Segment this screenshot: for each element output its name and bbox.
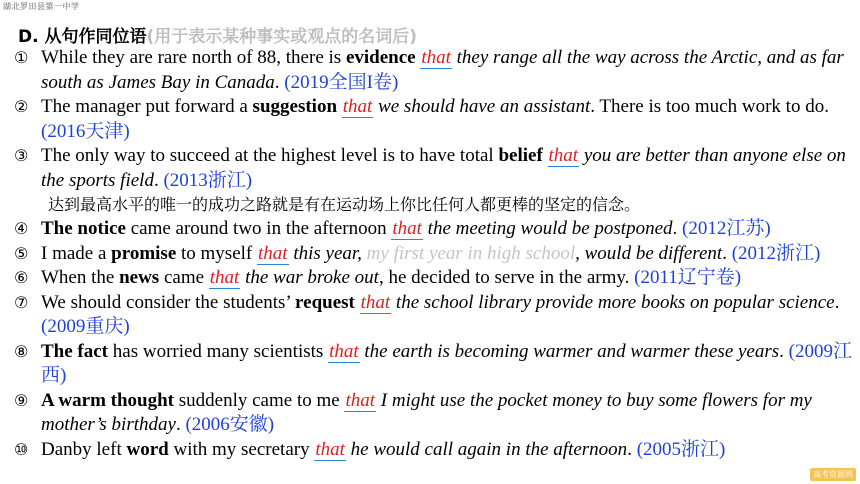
sentence-item [14, 389, 854, 438]
head-noun: belief [498, 145, 543, 166]
faint-phrase: my first year in high school [366, 242, 576, 264]
sentence-text: The only way to succeed at the highest level is to have total [41, 145, 499, 166]
source-tag: (2016天津) [41, 120, 130, 142]
conjunction: that [392, 218, 422, 239]
source-tag: (2013浙江) [163, 169, 253, 191]
sentence-text: When the [41, 267, 120, 288]
sentence-text: , he decided to serve in the army. [378, 267, 635, 288]
appositive-clause: , would be different [575, 242, 723, 264]
source-tag: (2005浙江) [636, 438, 726, 460]
head-noun: The notice [41, 218, 126, 239]
appositive-clause: you are better than anyone else on the sports field [41, 145, 846, 191]
chinese-translation: 达到最高水平的唯一的成功之路就是有在运动场上你比任何人都更棒的坚定的信念。 [48, 195, 641, 214]
conjunction: that [315, 438, 345, 460]
appositive-clause: we should have an assistant [373, 96, 591, 117]
appositive-clause: he would call again in the afternoon [345, 438, 628, 460]
head-noun: news [119, 267, 160, 288]
sentence-text: Danby left [41, 438, 127, 460]
sentence-item [14, 217, 854, 242]
conjunction: that [421, 47, 451, 68]
sentence-item [14, 291, 854, 340]
sentence-text: . [274, 71, 285, 93]
sentence-text: . [175, 414, 186, 435]
appositive-clause: the meeting would be postponed [422, 218, 673, 239]
source-tag: (2009江西) [41, 340, 852, 386]
conjunction: that [329, 340, 359, 362]
sentence-text: . [153, 169, 164, 191]
sentence-text: I made a [41, 242, 112, 264]
sentence-text: While they are rare north of 88, there is [41, 47, 346, 68]
head-noun: evidence [345, 47, 416, 68]
conjunction: that [209, 267, 240, 288]
heading-title: D. 从句作同位语 [18, 27, 147, 47]
source-tag: (2012浙江) [731, 242, 821, 264]
item-number: ⑥ [14, 268, 29, 287]
source-tag: (2006安徽) [185, 414, 275, 435]
sentence-text: . [722, 242, 732, 264]
sentence-text: to myself [176, 242, 257, 264]
sentence-item [14, 242, 854, 267]
item-number: ⑧ [14, 341, 29, 361]
item-number: ④ [14, 219, 29, 238]
sentence-item [14, 95, 854, 144]
conjunction: that [345, 389, 376, 411]
item-number: ⑤ [14, 243, 29, 263]
conjunction: that [342, 96, 373, 117]
item-number: ① [14, 48, 29, 67]
sentence-text [355, 292, 360, 313]
head-noun: promise [111, 242, 177, 264]
sentence-item [14, 438, 854, 463]
sentence-text: . [834, 291, 840, 313]
sentence-item [14, 266, 854, 291]
item-number: ⑨ [14, 390, 29, 410]
section-heading [18, 22, 417, 47]
head-noun: suggestion [252, 96, 338, 117]
sentence-text [543, 145, 548, 166]
sentence-text: came around two in the afternoon [125, 218, 392, 239]
heading-note: (用于表示某种事实或观点的名词后) [146, 27, 418, 47]
appositive-clause: I might use the pocket money to buy some flowers for my mother’s birthday [41, 389, 812, 435]
head-noun: word [126, 438, 169, 460]
source-tag: (2019全国I卷) [284, 71, 399, 93]
sentence-item [14, 144, 854, 193]
conjunction: that [548, 145, 579, 166]
appositive-clause: the earth is becoming warmer and warmer these years [359, 340, 780, 362]
sentence-text: . [779, 340, 789, 362]
conjunction: that [360, 291, 391, 313]
sentence-text: . [672, 218, 683, 239]
item-number: ⑦ [14, 292, 29, 312]
source-tag: (2011辽宁卷) [634, 267, 742, 288]
item-number: ⑩ [14, 439, 29, 459]
school-watermark: 湖北罗田县第一中学 [3, 2, 80, 11]
appositive-clause: the school library provide more books on popular science [391, 291, 835, 313]
site-logo: 高考资源网 [810, 468, 856, 481]
sentence-text: suddenly came to me [174, 389, 345, 411]
sentence-list [14, 46, 854, 462]
appositive-clause: this year, [288, 242, 367, 264]
appositive-clause: the war broke out [240, 267, 379, 288]
head-noun: A warm thought [41, 389, 175, 411]
sentence-text: with my secretary [168, 438, 315, 460]
item-number: ② [14, 97, 29, 116]
sentence-item [14, 340, 854, 389]
head-noun: request [295, 291, 355, 313]
item-number: ③ [14, 146, 29, 165]
sentence-text: has worried many scientists [108, 340, 329, 362]
sentence-text: . [627, 438, 637, 460]
source-tag: (2012江苏) [682, 218, 771, 239]
sentence-text: came [159, 267, 209, 288]
appositive-clause: they range all the way across the Arctic, and as far south as James Bay in Canada [41, 47, 844, 93]
sentence-item [14, 46, 854, 95]
head-noun: The fact [41, 340, 109, 362]
sentence-text: . There is too much work to do. [590, 96, 829, 117]
source-tag: (2009重庆) [41, 316, 130, 337]
sentence-text: We should consider the students’ [41, 291, 296, 313]
conjunction: that [258, 242, 288, 264]
sentence-text: The manager put forward a [41, 96, 253, 117]
